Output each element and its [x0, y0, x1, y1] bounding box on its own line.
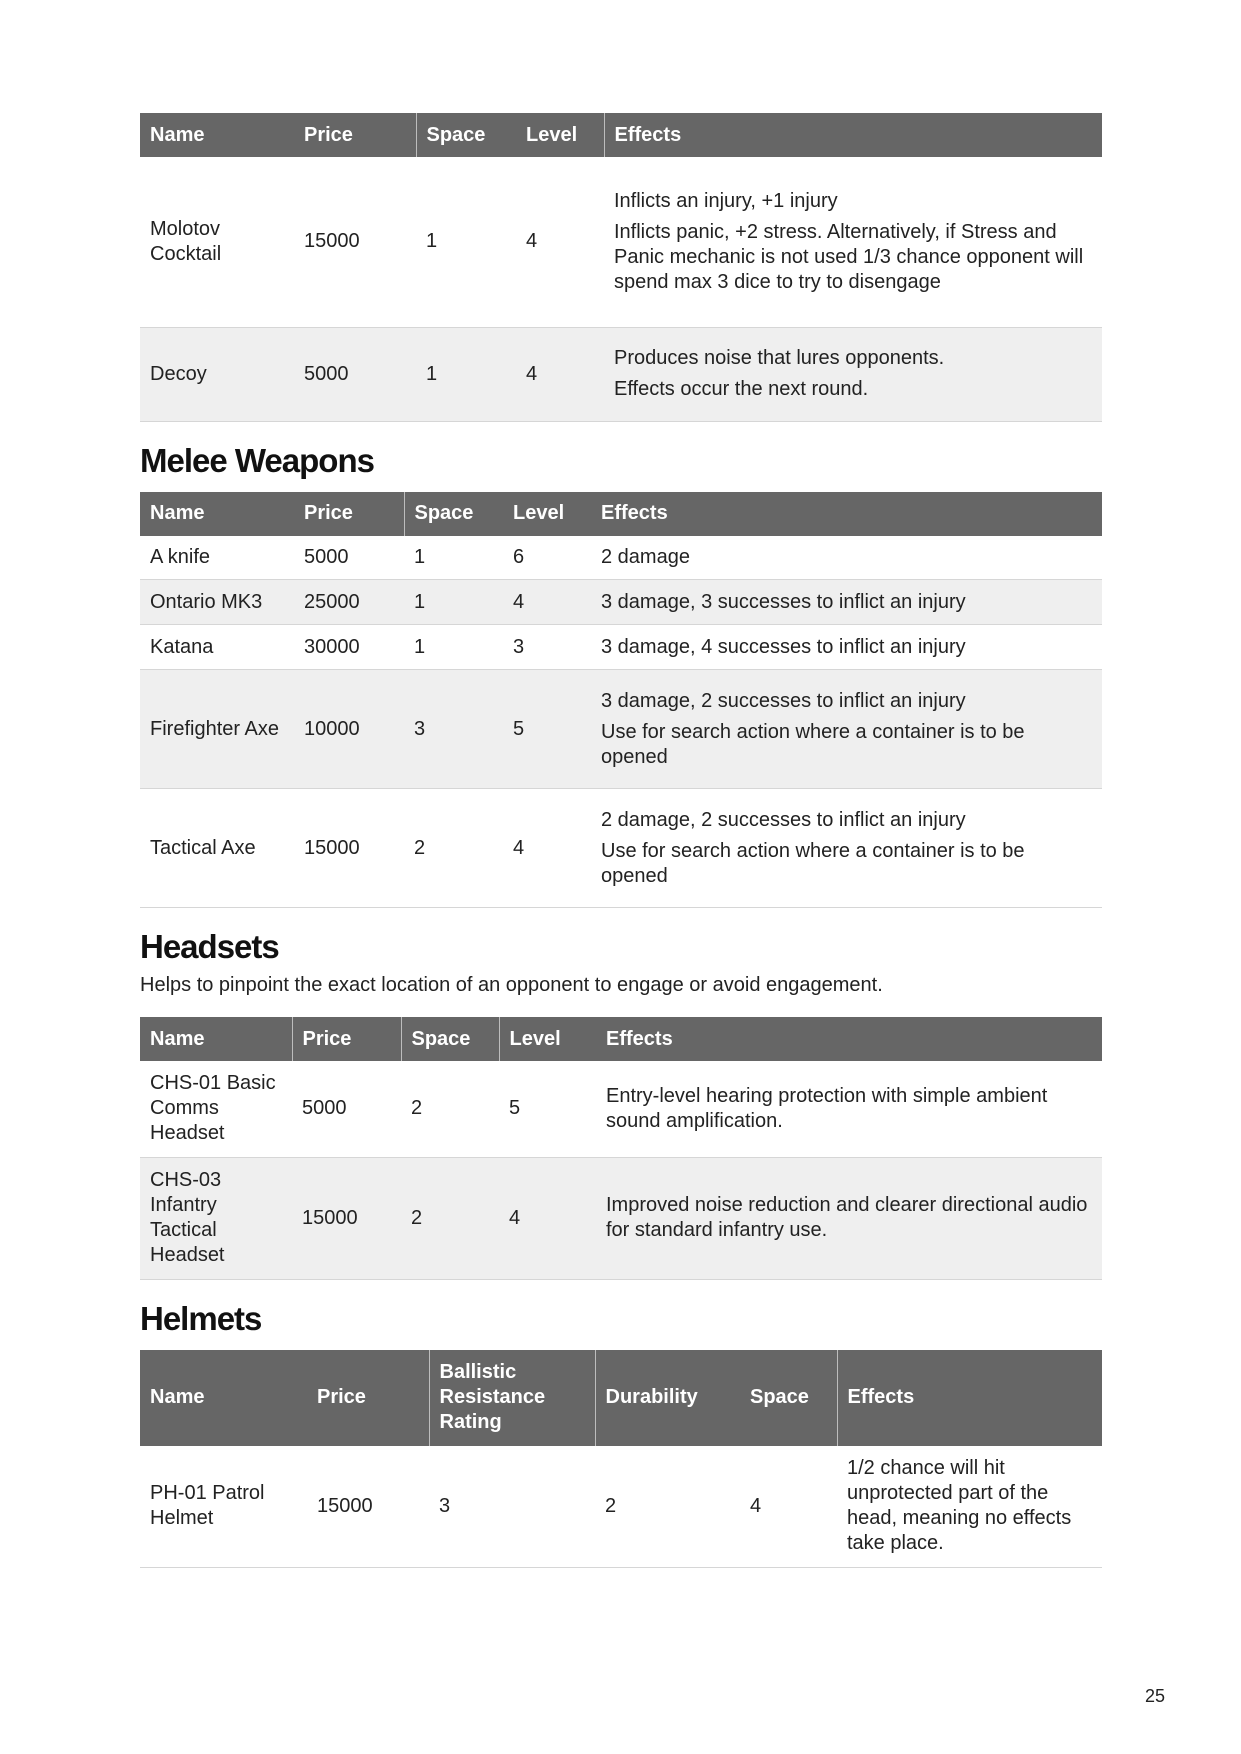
effect-line: 3 damage, 3 successes to inflict an injury — [601, 590, 966, 613]
effect-line: 3 damage, 2 successes to inflict an injury — [601, 689, 966, 712]
column-header: Name — [140, 1017, 292, 1061]
item-space: 2 — [401, 1061, 499, 1157]
item-level: 6 — [503, 536, 591, 580]
item-level: 5 — [499, 1061, 596, 1157]
column-header: Level — [503, 492, 591, 536]
effect-line: 2 damage, 2 successes to inflict an injury — [601, 808, 966, 831]
item-name: PH-01 Patrol Helmet — [140, 1446, 307, 1568]
table-row — [140, 580, 1102, 625]
item-name: A knife — [140, 536, 294, 580]
effect-line: 3 damage, 4 successes to inflict an injury — [601, 635, 966, 658]
column-header: Space — [416, 113, 516, 157]
page-content — [140, 113, 1102, 1568]
item-effects — [591, 580, 1102, 625]
item-effects — [591, 670, 1102, 789]
column-header: Ballistic Resistance Rating — [429, 1350, 595, 1446]
table-row — [140, 625, 1102, 670]
item-price: 15000 — [292, 1157, 401, 1279]
table-row — [140, 670, 1102, 789]
item-effects — [596, 1061, 1102, 1157]
column-header: Price — [292, 1017, 401, 1061]
item-space: 3 — [404, 670, 503, 789]
item-name: Firefighter Axe — [140, 670, 294, 789]
effect-line: 1/2 chance will hit unprotected part of the head, meaning no effects take place. — [847, 1457, 1072, 1555]
section-title-melee-weapons: Melee Weapons — [140, 441, 374, 479]
melee-weapons-table — [140, 492, 1102, 909]
column-header: Effects — [591, 492, 1102, 536]
effect-line: 2 damage — [601, 545, 690, 568]
table-row — [140, 789, 1102, 908]
item-level: 4 — [499, 1157, 596, 1279]
table-row — [140, 1061, 1102, 1157]
item-effects — [604, 327, 1102, 421]
item-price: 25000 — [294, 580, 404, 625]
section-title-headsets: Headsets — [140, 928, 279, 965]
item-effects — [596, 1157, 1102, 1279]
table-row — [140, 1157, 1102, 1279]
item-effects — [837, 1446, 1102, 1568]
item-space: 1 — [404, 536, 503, 580]
table-header-row — [140, 1017, 1102, 1061]
item-price: 15000 — [307, 1446, 429, 1568]
column-header: Name — [140, 113, 294, 157]
item-effects — [591, 789, 1102, 908]
item-level: 5 — [503, 670, 591, 789]
item-price: 5000 — [294, 536, 404, 580]
item-name: Decoy — [140, 327, 294, 421]
column-header: Price — [294, 113, 416, 157]
effect-line: Produces noise that lures opponents. — [614, 347, 945, 369]
column-header: Level — [499, 1017, 596, 1061]
column-header: Space — [404, 492, 503, 536]
item-level: 4 — [516, 157, 604, 327]
item-space: 2 — [401, 1157, 499, 1279]
column-header: Level — [516, 113, 604, 157]
item-level: 3 — [503, 625, 591, 670]
effect-line: Use for search action where a container is to be opened — [601, 720, 1025, 768]
column-header: Effects — [604, 113, 1102, 157]
effect-line: Improved noise reduction and clearer directional audio for standard infantry use. — [606, 1194, 1088, 1241]
table-header-row — [140, 492, 1102, 536]
column-header: Durability — [595, 1350, 740, 1446]
item-name: Ontario MK3 — [140, 580, 294, 625]
item-level: 4 — [516, 327, 604, 421]
item-effects — [604, 157, 1102, 327]
page-number: 25 — [1144, 1686, 1165, 1706]
table-row — [140, 536, 1102, 580]
item-space: 2 — [404, 789, 503, 908]
effect-line: Inflicts panic, +2 stress. Alternatively, if Stress and Panic mechanic is not used 1/3 chance opponent will spend max 3 dice to try to disengage — [614, 220, 1084, 293]
column-header: Space — [740, 1350, 837, 1446]
item-effects — [591, 536, 1102, 580]
item-level: 4 — [503, 789, 591, 908]
item-name: CHS-01 Basic Comms Headset — [140, 1061, 292, 1157]
table-row — [140, 327, 1102, 421]
item-price: 15000 — [294, 789, 404, 908]
column-header: Name — [140, 1350, 307, 1446]
item-space: 1 — [416, 327, 516, 421]
table-header-row — [140, 113, 1102, 157]
item-space: 1 — [404, 580, 503, 625]
effect-line: Effects occur the next round. — [614, 378, 869, 400]
effect-line: Use for search action where a container is to be opened — [601, 839, 1025, 887]
effect-line: Entry-level hearing protection with simple ambient sound amplification. — [606, 1084, 1048, 1132]
column-header: Effects — [596, 1017, 1102, 1061]
column-header: Space — [401, 1017, 499, 1061]
table-row — [140, 157, 1102, 327]
helmets-table — [140, 1350, 1102, 1569]
column-header: Price — [294, 492, 404, 536]
effect-line: Inflicts an injury, +1 injury — [614, 189, 838, 212]
item-space: 1 — [404, 625, 503, 670]
column-header: Price — [307, 1350, 429, 1446]
item-price: 10000 — [294, 670, 404, 789]
item-name: Katana — [140, 625, 294, 670]
item-name: CHS-03 Infantry Tactical Headset — [140, 1157, 292, 1279]
column-header: Effects — [837, 1350, 1102, 1446]
item-level: 4 — [503, 580, 591, 625]
item-rating: 3 — [429, 1446, 595, 1568]
item-space: 4 — [740, 1446, 837, 1568]
item-price: 30000 — [294, 625, 404, 670]
section-description: Helps to pinpoint the exact location of an opponent to engage or avoid engagement. — [140, 974, 883, 996]
headsets-table — [140, 1017, 1102, 1280]
section-title-helmets: Helmets — [140, 1299, 262, 1337]
column-header: Name — [140, 492, 294, 536]
item-durability: 2 — [595, 1446, 740, 1568]
throwables-table — [140, 113, 1102, 422]
item-price: 5000 — [294, 327, 416, 421]
item-name: Molotov Cocktail — [140, 157, 294, 327]
item-name: Tactical Axe — [140, 789, 294, 908]
item-price: 15000 — [294, 157, 416, 327]
item-effects — [591, 625, 1102, 670]
item-space: 1 — [416, 157, 516, 327]
table-row — [140, 1446, 1102, 1568]
item-price: 5000 — [292, 1061, 401, 1157]
table-header-row — [140, 1350, 1102, 1446]
